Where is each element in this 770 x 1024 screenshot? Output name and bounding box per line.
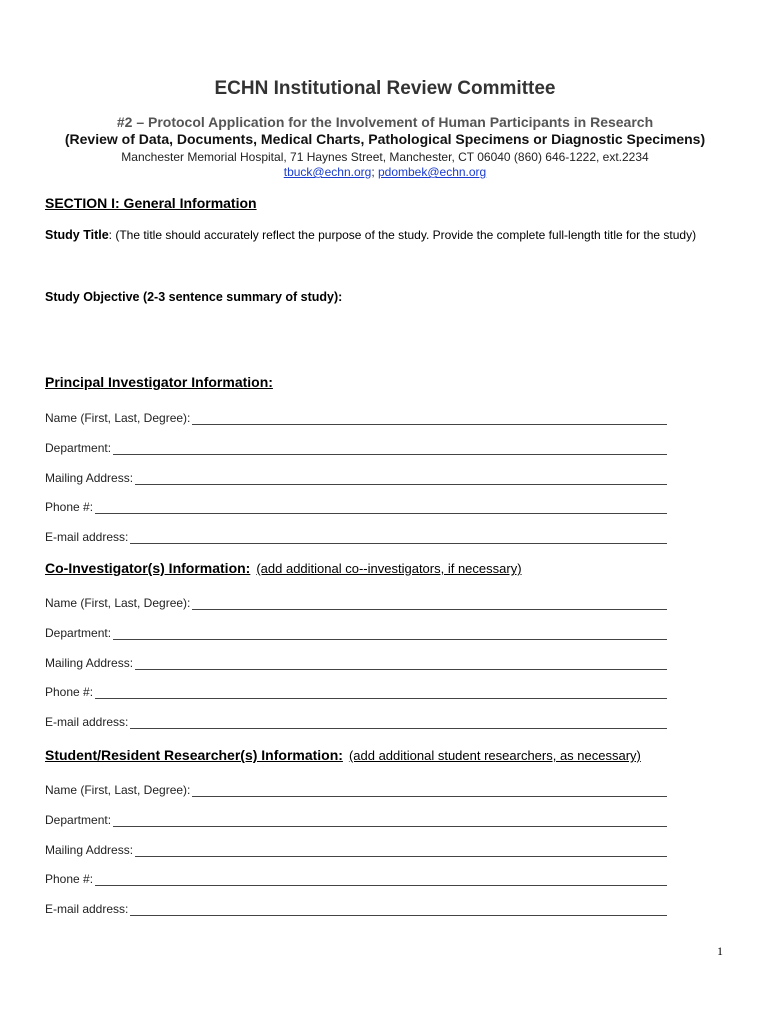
study-title-field [45, 227, 725, 243]
pi-email-line[interactable] [130, 531, 667, 544]
student-department-label: Department: [45, 813, 112, 827]
student-address-field[interactable] [45, 841, 667, 857]
coi-department-line[interactable] [113, 627, 667, 640]
coi-phone-field[interactable] [45, 683, 667, 699]
pi-section-title: Principal Investigator Information: [45, 374, 273, 390]
coi-department-label: Department: [45, 626, 112, 640]
study-title-label: Study Title [45, 228, 109, 242]
pi-name-field[interactable] [45, 409, 667, 425]
pi-email-label: E-mail address: [45, 530, 129, 544]
student-department-line[interactable] [113, 814, 667, 827]
coi-name-field[interactable] [45, 594, 667, 610]
coi-name-label: Name (First, Last, Degree): [45, 596, 191, 610]
email-separator: ; [371, 165, 378, 179]
coi-phone-line[interactable] [95, 686, 667, 699]
coi-department-field[interactable] [45, 624, 667, 640]
study-title-colon: : [108, 228, 116, 242]
pi-address-label: Mailing Address: [45, 471, 134, 485]
student-address-label: Mailing Address: [45, 843, 134, 857]
pi-address-line[interactable] [135, 472, 667, 485]
pi-department-line[interactable] [113, 442, 667, 455]
study-objective-label: Study Objective (2-3 sentence summary of study): [45, 290, 343, 304]
pi-name-line[interactable] [192, 412, 667, 425]
page-number: 1 [717, 944, 723, 958]
email-link-pdombek[interactable]: pdombek@echn.org [377, 165, 487, 179]
study-title-note: (The title should accurately reflect the purpose of the study. Provide the complete full-length title for the study) [115, 228, 697, 242]
pi-email-field[interactable] [45, 528, 667, 544]
student-phone-label: Phone #: [45, 872, 94, 886]
section-1-title: SECTION I: General Information [45, 195, 257, 211]
student-email-field[interactable] [45, 900, 667, 916]
coi-note: (add additional co--investigators, if necessary) [256, 561, 522, 576]
page-subtitle: #2 – Protocol Application for the Involvement of Human Participants in Research [116, 114, 654, 130]
pi-department-label: Department: [45, 441, 112, 455]
hospital-address: Manchester Memorial Hospital, 71 Haynes Street, Manchester, CT 06040 (860) 646-1222, ext.2234 [121, 150, 649, 164]
student-email-line[interactable] [130, 903, 667, 916]
student-department-field[interactable] [45, 811, 667, 827]
coi-title-text: Co-Investigator(s) Information: [45, 560, 251, 576]
student-email-label: E-mail address: [45, 902, 129, 916]
student-phone-field[interactable] [45, 870, 667, 886]
coi-name-line[interactable] [192, 597, 667, 610]
student-name-line[interactable] [192, 784, 667, 797]
student-name-field[interactable] [45, 781, 667, 797]
coi-address-field[interactable] [45, 654, 667, 670]
contact-emails [0, 165, 770, 179]
pi-phone-label: Phone #: [45, 500, 94, 514]
coi-email-field[interactable] [45, 713, 667, 729]
student-phone-line[interactable] [95, 873, 667, 886]
pi-name-label: Name (First, Last, Degree): [45, 411, 191, 425]
email-link-tbuck[interactable]: tbuck@echn.org [283, 165, 372, 179]
coi-section-title [45, 560, 522, 576]
coi-phone-label: Phone #: [45, 685, 94, 699]
student-note: (add additional student researchers, as necessary) [348, 748, 641, 763]
student-address-line[interactable] [135, 844, 667, 857]
pi-department-field[interactable] [45, 439, 667, 455]
coi-email-line[interactable] [130, 716, 667, 729]
coi-address-line[interactable] [135, 657, 667, 670]
coi-email-label: E-mail address: [45, 715, 129, 729]
page-title: ECHN Institutional Review Committee [214, 78, 556, 99]
pi-address-field[interactable] [45, 469, 667, 485]
student-title-text: Student/Resident Researcher(s) Information: [45, 747, 343, 763]
pi-phone-field[interactable] [45, 498, 667, 514]
page-subtitle-scope: (Review of Data, Documents, Medical Charts, Pathological Specimens or Diagnostic Specimens) [64, 131, 706, 147]
student-section-title [45, 747, 641, 763]
student-name-label: Name (First, Last, Degree): [45, 783, 191, 797]
coi-address-label: Mailing Address: [45, 656, 134, 670]
pi-phone-line[interactable] [95, 501, 667, 514]
